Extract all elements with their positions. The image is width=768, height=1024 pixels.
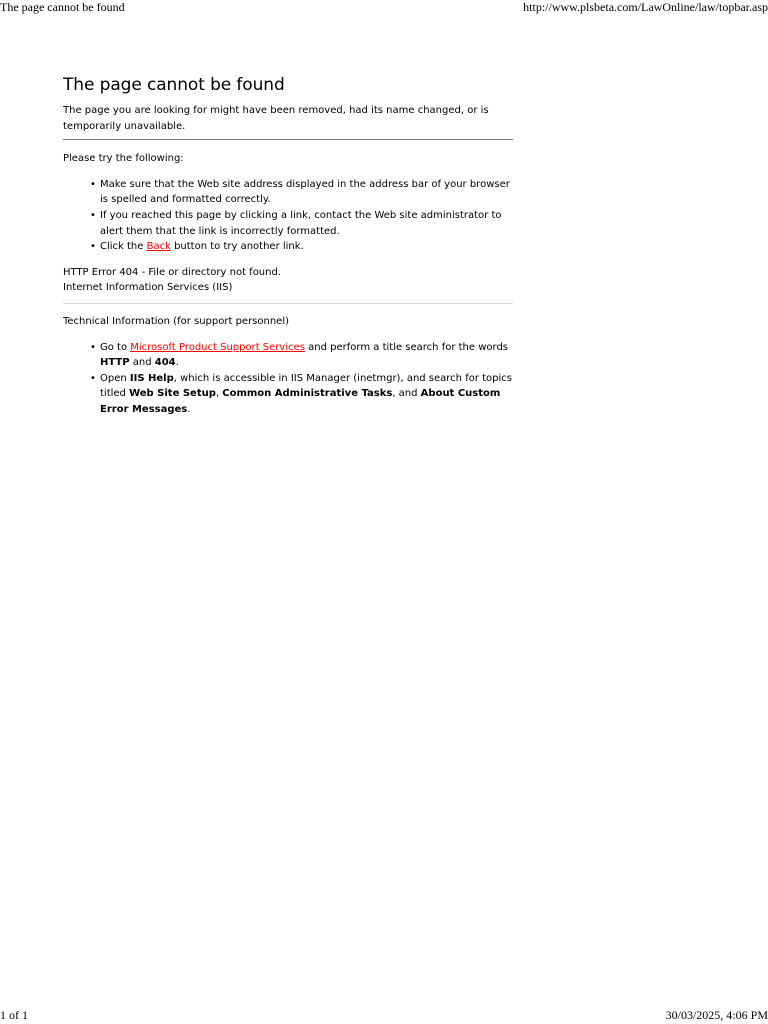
tech-text: , and bbox=[392, 388, 421, 400]
tech-text: Open bbox=[100, 372, 130, 384]
support-services-link[interactable]: Microsoft Product Support Services bbox=[130, 341, 305, 353]
tech-text: and bbox=[129, 357, 155, 369]
list-item bbox=[90, 239, 513, 255]
tech-text: . bbox=[175, 357, 179, 369]
http-error-text: HTTP Error 404 - File or directory not found. bbox=[63, 266, 282, 278]
print-timestamp: 30/03/2025, 4:06 PM bbox=[665, 1008, 768, 1022]
tech-text: and perform a title search for the words bbox=[304, 341, 509, 353]
print-header-title: The page cannot be found bbox=[0, 0, 125, 14]
tech-bold: Web Site Setup bbox=[129, 388, 216, 400]
intro-text: The page you are looking for might have been removed, had its name changed, or is temporarily unavailable. bbox=[63, 105, 489, 132]
tech-bold: Common Administrative Tasks bbox=[222, 388, 393, 400]
tech-bold: IIS Help bbox=[129, 372, 174, 384]
bullet-icon: • bbox=[90, 341, 96, 353]
divider bbox=[63, 303, 513, 304]
tech-bold: About Custom Error Messages bbox=[100, 388, 501, 415]
divider bbox=[63, 139, 513, 140]
list-item bbox=[90, 177, 513, 208]
suggestion-text-pre: Click the bbox=[100, 241, 147, 253]
tech-info-label: Technical Information (for support personnel) bbox=[63, 315, 290, 327]
tech-text: . bbox=[187, 403, 191, 415]
page-title: The page cannot be found bbox=[63, 75, 285, 95]
print-header bbox=[0, 0, 768, 16]
bullet-icon: • bbox=[90, 372, 96, 384]
bullet-icon: • bbox=[90, 241, 96, 253]
try-label: Please try the following: bbox=[63, 153, 184, 165]
page-count: 1 of 1 bbox=[0, 1008, 28, 1022]
bullet-icon: • bbox=[90, 178, 96, 190]
print-footer bbox=[0, 1008, 768, 1024]
list-item bbox=[90, 340, 513, 371]
tech-info-list bbox=[63, 340, 513, 418]
error-page-content bbox=[63, 74, 513, 428]
suggestion-text: Make sure that the Web site address displayed in the address bar of your browser is spelled and formatted correctly. bbox=[100, 178, 510, 206]
tech-bold: 404 bbox=[154, 357, 176, 369]
list-item bbox=[90, 208, 513, 239]
server-text: Internet Information Services (IIS) bbox=[63, 282, 233, 294]
list-item bbox=[90, 371, 513, 418]
suggestion-text-post: button to try another link. bbox=[170, 241, 304, 253]
bullet-icon: • bbox=[90, 209, 96, 221]
tech-text: Go to bbox=[100, 341, 131, 353]
tech-text: , bbox=[215, 388, 223, 400]
print-header-url: http://www.plsbeta.com/LawOnline/law/topbar.asp bbox=[523, 0, 768, 14]
back-link[interactable]: Back bbox=[146, 241, 171, 253]
tech-text: , which is accessible in IIS Manager (inetmgr), and search for topics titled bbox=[100, 372, 513, 400]
suggestion-text: If you reached this page by clicking a link, contact the Web site administrator to alert them that the link is incorrectly formatted. bbox=[100, 209, 502, 237]
suggestion-list bbox=[63, 177, 513, 255]
tech-bold: HTTP bbox=[100, 357, 130, 369]
